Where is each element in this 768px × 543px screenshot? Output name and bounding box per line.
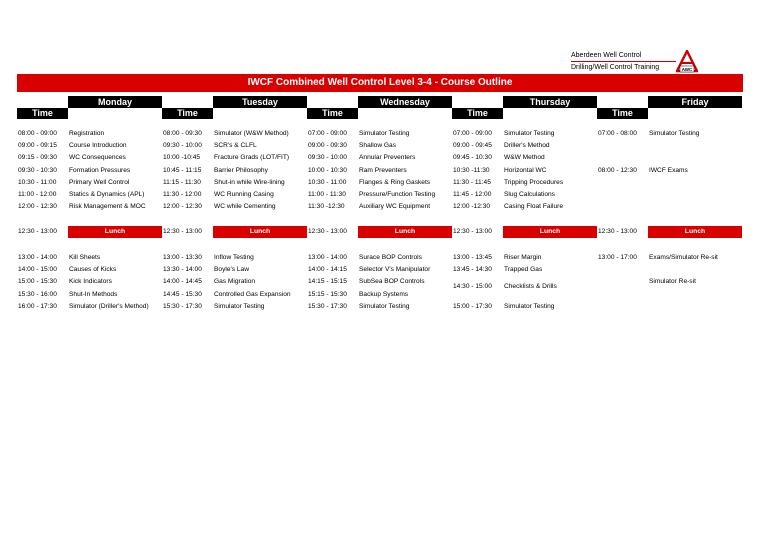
- lunch-bar: Lunch: [358, 226, 452, 238]
- schedule-row: [162, 189, 307, 201]
- session-time: 09:30 - 10:30: [18, 167, 57, 174]
- session-time: 11:15 - 11:30: [163, 179, 201, 186]
- schedule-row: [17, 301, 162, 313]
- session-activity: SubSea BOP Controls: [359, 278, 425, 285]
- column-headers: [162, 96, 307, 120]
- day-header: Thursday: [503, 96, 597, 108]
- session-time: 10:00 -10:45: [163, 154, 201, 161]
- schedule-row: [307, 201, 452, 213]
- session-time: 08:00 - 12:30: [598, 167, 637, 174]
- schedule-row: [452, 177, 597, 189]
- schedule-row: [597, 165, 742, 177]
- lunch-time: 12:30 - 13:00: [18, 228, 57, 235]
- day-header: Friday: [648, 96, 742, 108]
- column-headers: [597, 96, 742, 120]
- schedule-row: [17, 189, 162, 201]
- column-headers: [307, 96, 452, 120]
- schedule-row: [307, 152, 452, 164]
- day-header: Wednesday: [358, 96, 452, 108]
- session-activity: Exams/Simulator Re-sit: [649, 254, 718, 261]
- session-activity: Formation Pressures: [69, 167, 131, 174]
- schedule-row: [307, 140, 452, 152]
- schedule-row: [597, 128, 742, 140]
- session-time: 08:00 - 09:00: [18, 130, 57, 137]
- day-column-monday: [17, 96, 162, 310]
- session-time: 14:00 - 14:45: [163, 278, 202, 285]
- schedule-row: [162, 140, 307, 152]
- session-activity: Ram Preventers: [359, 167, 407, 174]
- session-activity: W&W Method: [504, 154, 545, 161]
- schedule-row: [17, 165, 162, 177]
- session-activity: Simulator Testing: [504, 130, 555, 137]
- schedule-row: [452, 264, 597, 276]
- session-activity: Kill Sheets: [69, 254, 101, 261]
- schedule-row: [162, 276, 307, 288]
- lunch-bar: Lunch: [68, 226, 162, 238]
- session-time: 09:00 - 09:45: [453, 142, 492, 149]
- logo-text: AWC: [681, 67, 693, 72]
- session-time: 13:00 - 14:00: [308, 254, 347, 261]
- session-activity: Simulator (W&W Method): [214, 130, 289, 137]
- session-activity: Slug Calculations: [504, 191, 555, 198]
- session-time: 15:00 - 15:30: [18, 278, 57, 285]
- brand-tagline: Drilling/Well Control Training: [571, 64, 660, 71]
- schedule-row: [17, 252, 162, 264]
- session-activity: Shut-In Methods: [69, 291, 118, 298]
- lunch-bar: Lunch: [648, 226, 742, 238]
- session-time: 15:30 - 17:30: [308, 303, 347, 310]
- session-activity: WC while Cementing: [214, 203, 276, 210]
- schedule-row: [452, 252, 597, 264]
- brand-name: Aberdeen Well Control: [571, 50, 676, 62]
- schedule-row: [17, 152, 162, 164]
- session-time: 11:00 - 12:00: [18, 191, 57, 198]
- session-activity: Simulator Testing: [359, 130, 410, 137]
- session-time: 07:00 - 09:00: [308, 130, 347, 137]
- session-time: 11:45 - 12:00: [453, 191, 492, 198]
- session-activity: Horizontal WC: [504, 167, 547, 174]
- schedule-row: [162, 201, 307, 213]
- session-activity: Risk Management & MOC: [69, 203, 146, 210]
- schedule-row: [17, 201, 162, 213]
- time-header: Time: [162, 108, 213, 119]
- schedule-row: [452, 189, 597, 201]
- session-time: 16:00 - 17:30: [18, 303, 57, 310]
- session-activity: Gas Migration: [214, 278, 256, 285]
- session-activity: Tripping Procedures: [504, 179, 564, 186]
- day-column-tuesday: [162, 96, 307, 310]
- session-activity: WC Consequences: [69, 154, 126, 161]
- day-column-thursday: [452, 96, 597, 310]
- session-activity: Casing Float Failure: [504, 203, 564, 210]
- session-activity: Flanges & Ring Gaskets: [359, 179, 431, 186]
- session-activity: WC Running Casing: [214, 191, 274, 198]
- session-time: 15:30 - 16:00: [18, 291, 57, 298]
- session-time: 15:15 - 15:30: [308, 291, 347, 298]
- session-activity: Barrier Philosophy: [214, 167, 268, 174]
- session-time: 09:00 - 09:30: [308, 142, 347, 149]
- session-time: 13:00 - 17:00: [598, 254, 637, 261]
- session-activity: Simulator (Driller's Method): [69, 303, 149, 310]
- schedule-row: [162, 177, 307, 189]
- session-time: 10:30 -11:30: [453, 167, 490, 174]
- schedule-row: [307, 189, 452, 201]
- session-time: 07:00 - 08:00: [598, 130, 637, 137]
- schedule-row: [17, 276, 162, 288]
- schedule-row: [162, 301, 307, 313]
- schedule-row: [307, 301, 452, 313]
- schedule-row: [452, 301, 597, 313]
- session-activity: Registration: [69, 130, 105, 137]
- session-activity: Fracture Grads (LOT/FIT): [214, 154, 290, 161]
- schedule-row: [307, 276, 452, 288]
- session-time: 14:45 - 15:30: [163, 291, 202, 298]
- session-time: 09:30 - 10:00: [163, 142, 202, 149]
- session-activity: Annular Preventers: [359, 154, 416, 161]
- session-time: 08:00 - 09:30: [163, 130, 202, 137]
- schedule-row: [452, 281, 597, 293]
- session-activity: Simulator Testing: [649, 130, 700, 137]
- schedule-row: [452, 140, 597, 152]
- session-activity: Riser Margin: [504, 254, 542, 261]
- session-activity: Simulator Testing: [214, 303, 265, 310]
- time-header: Time: [597, 108, 648, 119]
- session-activity: Surace BOP Controls: [359, 254, 422, 261]
- session-activity: Checklists & Drills: [504, 283, 557, 290]
- schedule-row: [307, 177, 452, 189]
- session-time: 07:00 - 09:00: [453, 130, 492, 137]
- schedule-row: [162, 264, 307, 276]
- time-header: Time: [17, 108, 68, 119]
- session-activity: Shut-in while Wire-lining: [214, 179, 285, 186]
- session-time: 09:30 - 10:00: [308, 154, 347, 161]
- session-time: 10:30 - 11:00: [308, 179, 347, 186]
- lunch-time: 12:30 - 13:00: [308, 228, 347, 235]
- session-time: 11:30 - 12:00: [163, 191, 202, 198]
- session-time: 14:15 - 15:15: [308, 278, 347, 285]
- schedule-row: [17, 289, 162, 301]
- session-time: 11:00 - 11:30: [308, 191, 346, 198]
- session-time: 09:45 - 10:30: [453, 154, 492, 161]
- session-activity: Driller's Method: [504, 142, 550, 149]
- session-activity: Inflow Testing: [214, 254, 254, 261]
- session-time: 09:00 - 09:15: [18, 142, 57, 149]
- session-activity: Backup Systems: [359, 291, 409, 298]
- lunch-time: 12:30 - 13:00: [598, 228, 637, 235]
- session-time: 13:30 - 14:00: [163, 266, 202, 273]
- session-time: 12:00 - 12:30: [18, 203, 57, 210]
- session-time: 11:30 - 11:45: [453, 179, 491, 186]
- session-time: 12:00 -12:30: [453, 203, 491, 210]
- schedule-row: [307, 264, 452, 276]
- session-time: 13:00 - 13:45: [453, 254, 492, 261]
- session-activity: Controlled Gas Expansion: [214, 291, 291, 298]
- session-activity: Trapped Gas: [504, 266, 543, 273]
- schedule-row: [162, 128, 307, 140]
- day-column-wednesday: [307, 96, 452, 310]
- schedule-row: [307, 165, 452, 177]
- schedule-row: [307, 128, 452, 140]
- session-activity: Auxiliary WC Equipment: [359, 203, 431, 210]
- time-header: Time: [307, 108, 358, 119]
- lunch-time: 12:30 - 13:00: [163, 228, 202, 235]
- session-time: 13:00 - 14:00: [18, 254, 57, 261]
- schedule-row: [162, 152, 307, 164]
- schedule-row: [17, 264, 162, 276]
- schedule-row: [162, 289, 307, 301]
- session-time: 10:00 - 10:30: [308, 167, 347, 174]
- day-header: Monday: [68, 96, 162, 108]
- schedule-row: [307, 252, 452, 264]
- session-time: 15:30 - 17:30: [163, 303, 202, 310]
- session-activity: Causes of Kicks: [69, 266, 117, 273]
- awc-logo: [676, 50, 698, 74]
- schedule-row: [452, 128, 597, 140]
- schedule-row: [452, 201, 597, 213]
- schedule-row: [17, 140, 162, 152]
- column-headers: [452, 96, 597, 120]
- session-activity: SCR's & CLFL: [214, 142, 257, 149]
- session-activity: Shallow Gas: [359, 142, 397, 149]
- session-time: 10:30 - 11:00: [18, 179, 57, 186]
- session-activity: Selector V's Manipulator: [359, 266, 431, 273]
- session-time: 14:30 - 15:00: [453, 283, 492, 290]
- schedule-row: [162, 252, 307, 264]
- lunch-bar: Lunch: [503, 226, 597, 238]
- session-time: 14:00 - 15:00: [18, 266, 57, 273]
- schedule-row: [452, 152, 597, 164]
- schedule-row: [597, 276, 742, 288]
- brand-block: [571, 50, 676, 73]
- session-time: 12:00 - 12:30: [163, 203, 202, 210]
- lunch-bar: Lunch: [213, 226, 307, 238]
- session-activity: IWCF Exams: [649, 167, 688, 174]
- session-activity: Simulator Re-sit: [649, 278, 696, 285]
- session-activity: Course Introduction: [69, 142, 127, 149]
- day-column-friday: [597, 96, 742, 285]
- session-time: 15:00 - 17:30: [453, 303, 492, 310]
- session-activity: Simulator Testing: [504, 303, 555, 310]
- page-title: IWCF Combined Well Control Level 3-4 - Course Outline: [17, 74, 743, 92]
- session-activity: Primary Well Control: [69, 179, 130, 186]
- time-header: Time: [452, 108, 503, 119]
- session-activity: Pressure/Function Testing: [359, 191, 436, 198]
- session-time: 14:00 - 14:15: [308, 266, 347, 273]
- schedule-row: [307, 289, 452, 301]
- session-time: 10:45 - 11:15: [163, 167, 202, 174]
- schedule-row: [17, 128, 162, 140]
- session-time: 13:00 - 13:30: [163, 254, 202, 261]
- day-header: Tuesday: [213, 96, 307, 108]
- session-activity: Kick Indicators: [69, 278, 112, 285]
- session-time: 11:30 -12:30: [308, 203, 345, 210]
- session-time: 09:15 - 09:30: [18, 154, 57, 161]
- schedule-row: [17, 177, 162, 189]
- session-activity: Statics & Dynamics (APL): [69, 191, 145, 198]
- schedule-row: [452, 165, 597, 177]
- schedule-row: [597, 252, 742, 264]
- session-activity: Boyle's Law: [214, 266, 249, 273]
- session-activity: Simulator Testing: [359, 303, 410, 310]
- schedule-row: [162, 165, 307, 177]
- session-time: 13:45 - 14:30: [453, 266, 492, 273]
- lunch-time: 12:30 - 13:00: [453, 228, 492, 235]
- column-headers: [17, 96, 162, 120]
